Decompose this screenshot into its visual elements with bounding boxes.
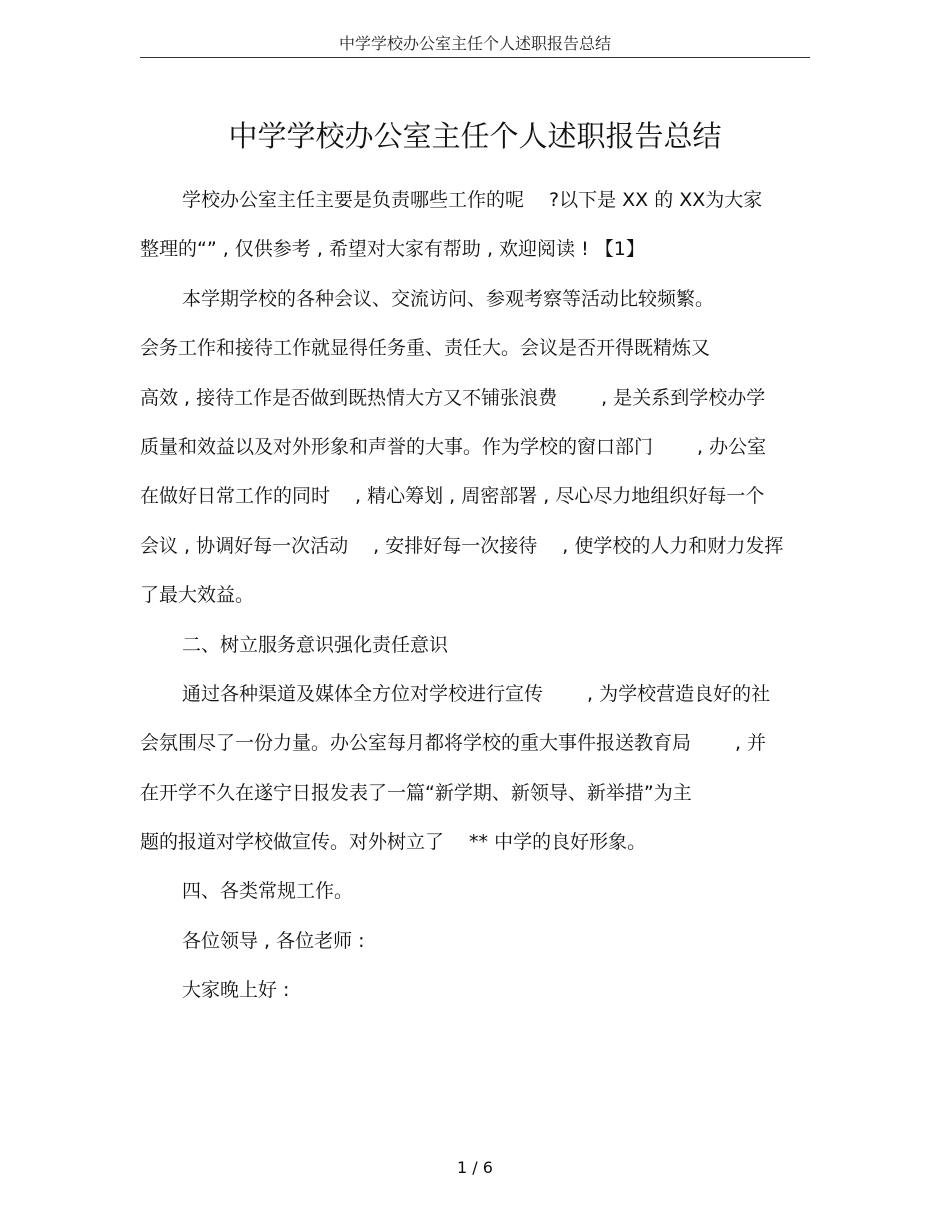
text-line: 质量和效益以及对外形象和声誉的大事。作为学校的窗口部门 , 办公室 (140, 435, 767, 458)
text-line: 在做好日常工作的同时 , 精心筹划 , 周密部署 , 尽心尽力地组织好每一个 (140, 485, 765, 508)
text-line: 学校办公室主任主要是负责哪些工作的呢 ?以下是 XX 的 XX为大家 (182, 189, 763, 211)
document-title: 中学学校办公室主任个人述职报告总结 (228, 119, 722, 153)
section-heading: 四、各类常规工作。 (182, 880, 354, 903)
document-body (140, 176, 810, 1016)
salutation-line: 各位领导 , 各位老师 : (182, 929, 365, 952)
text-line: 会氛围尽了一份力量。办公室每月都将学校的重大事件报送教育局 , 并 (140, 732, 767, 755)
text-line: 高效 , 接待工作是否做到既热情大方又不铺张浪费 , 是关系到学校办学 (140, 386, 766, 409)
greeting-line: 大家晚上好 : (182, 979, 290, 1002)
text-line: 会议 , 协调好每一次活动 , 安排好每一次接待 , 使学校的人力和财力发挥 (140, 534, 784, 557)
header-rule (140, 57, 810, 58)
section-heading: 二、树立服务意识强化责任意识 (182, 633, 449, 656)
text-line: 了最大效益。 (140, 584, 255, 607)
text-line: 整理的“” , 仅供参考 , 希望对大家有帮助 , 欢迎阅读 ! 【1】 (140, 238, 645, 261)
text-line: 题的报道对学校做宣传。对外树立了 ** 中学的良好形象。 (140, 831, 647, 854)
page-number: 1 / 6 (457, 1158, 493, 1177)
text-line: 会务工作和接待工作就显得任务重、责任大。会议是否开得既精炼又 (140, 337, 711, 360)
running-header: 中学学校办公室主任个人述职报告总结 (338, 34, 611, 53)
text-line: 本学期学校的各种会议、交流访问、参观考察等活动比较频繁。 (182, 287, 715, 310)
text-line: 在开学不久在遂宁日报发表了一篇“新学期、新领导、新举措”为主 (140, 781, 692, 804)
text-line: 通过各种渠道及媒体全方位对学校进行宣传 , 为学校营造良好的社 (182, 682, 771, 705)
